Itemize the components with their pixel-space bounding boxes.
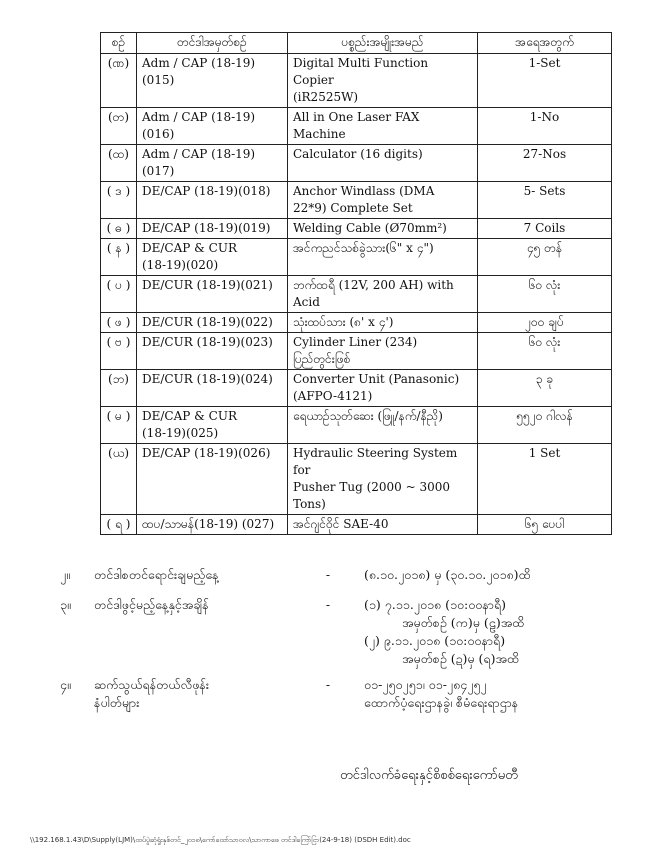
tender-no-cell-line: DE/CUR (18-19)(024) (142, 372, 273, 386)
note-dash: - (325, 677, 331, 692)
item-name-cell (288, 108, 478, 145)
tender-no-cell-line: DE/CUR (18-19)(022) (142, 315, 273, 329)
tender-no-cell (137, 276, 288, 313)
item-name-cell-line: Welding Cable (Ø70mm²) (293, 221, 447, 235)
table-row (101, 239, 612, 276)
tender-no-cell-line: (18-19)(020) (142, 258, 219, 272)
item-name-cell-line: 22*9) Complete Set (293, 201, 413, 215)
quantity-cell: 1-No (478, 108, 612, 145)
serial-cell: ( မ ) (101, 407, 137, 444)
item-name-cell (288, 276, 478, 313)
serial-cell: ( န ) (101, 239, 137, 276)
note-value-line: အမှတ်စဉ် (က)မှ (ဠ)အထိ (402, 615, 525, 630)
tender-no-cell (137, 54, 288, 108)
tender-no-cell (137, 313, 288, 333)
quantity-cell: 5- Sets (478, 182, 612, 219)
header-serial: စဉ် (101, 33, 137, 54)
tender-no-cell (137, 333, 288, 370)
serial-cell: ( ဗ ) (101, 333, 137, 370)
item-name-cell (288, 444, 478, 515)
item-name-cell-line: Machine (293, 127, 346, 141)
item-name-cell-line: (AFPO-4121) (293, 389, 373, 403)
tender-table (100, 32, 612, 535)
tender-no-cell (137, 370, 288, 407)
note-number: ၂။ (60, 567, 70, 582)
note-label: တင်ဒါဖွင့်မည့်နေ့နှင့်အချိန် (94, 597, 209, 612)
table-row (101, 333, 612, 370)
note-number: ၃။ (60, 597, 71, 612)
quantity-cell: 7 Coils (478, 219, 612, 239)
note-value-line: ၀၁-၂၅၀၂၅၁၊ ၀၁-၂၈၄၂၅၂ (364, 677, 487, 692)
quantity-cell: 1 Set (478, 444, 612, 515)
tender-no-cell-line: DE/CAP (18-19)(026) (142, 446, 271, 460)
item-name-cell-line: ရေယာဉ်သုတ်ဆေး (ဖြူ/နက်/နီညို) (293, 409, 443, 423)
item-name-cell (288, 370, 478, 407)
serial-cell: (ယ) (101, 444, 137, 515)
tender-no-cell (137, 219, 288, 239)
note-label (94, 676, 314, 712)
table-row (101, 407, 612, 444)
note-label-line: ဆက်သွယ်ရန်တယ်လီဖုန်း (94, 677, 209, 692)
note-value (364, 596, 654, 668)
tender-no-cell-line: (015) (142, 73, 175, 87)
item-name-cell (288, 239, 478, 276)
item-name-cell-line: Converter Unit (Panasonic) (293, 372, 460, 386)
table-row (101, 108, 612, 145)
tender-no-cell (137, 444, 288, 515)
quantity-cell: 1-Set (478, 54, 612, 108)
note-number: ၄။ (60, 677, 71, 692)
item-name-cell-line: အင်ကညင်သစ်ခွဲသား(၆" x ၄") (293, 241, 434, 255)
table-row (101, 444, 612, 515)
note-opening-dates (60, 596, 640, 676)
tender-no-cell (137, 515, 288, 535)
item-name-cell-line: All in One Laser FAX (293, 110, 420, 124)
serial-cell: ( ရ ) (101, 515, 137, 535)
note-dash: - (325, 567, 331, 582)
item-name-cell-line: Pusher Tug (2000 ~ 3000 Tons) (293, 480, 451, 511)
quantity-cell: 27-Nos (478, 145, 612, 182)
serial-cell: (ထ) (101, 145, 137, 182)
item-name-cell (288, 407, 478, 444)
item-name-cell (288, 333, 478, 370)
table-row (101, 182, 612, 219)
table-row (101, 515, 612, 535)
item-name-cell-line: (iR2525W) (293, 90, 359, 104)
item-name-cell-line: ဘက်ထရီ (12V, 200 AH) with (293, 278, 454, 292)
table-row (101, 313, 612, 333)
serial-cell: ( ဒ ) (101, 182, 137, 219)
note-value-line: ထောက်ပံ့ရေးဌာနခွဲ၊ စီမံရေးရာဌာန (364, 695, 519, 710)
item-name-cell-line: အင်ဂျင်ဝိုင် SAE-40 (293, 517, 389, 531)
committee-signature: တင်ဒါလက်ခံရေးနှင့်စိစစ်ရေးကော်မတီ (340, 768, 518, 783)
table-row (101, 370, 612, 407)
item-name-cell (288, 54, 478, 108)
quantity-cell: ၆၀ လုံး (478, 333, 612, 370)
item-name-cell-line: Calculator (16 digits) (293, 147, 423, 161)
serial-cell: ( ဖ ) (101, 313, 137, 333)
table-row (101, 219, 612, 239)
item-name-cell-line: Anchor Windlass (DMA (293, 184, 435, 198)
note-label-line: နံပါတ်များ (94, 695, 140, 710)
quantity-cell: ၄၅ တန် (478, 239, 612, 276)
item-name-cell (288, 219, 478, 239)
tender-no-cell (137, 108, 288, 145)
item-name-cell-line: Acid (293, 295, 320, 309)
quantity-cell: ၃ ခု (478, 370, 612, 407)
tender-no-cell-line: (18-19)(025) (142, 426, 219, 440)
tender-no-cell-line: (017) (142, 164, 175, 178)
header-item-name: ပစ္စည်းအမျိုးအမည် (288, 33, 478, 54)
serial-cell: (တ) (101, 108, 137, 145)
note-label: တင်ဒါစတင်ရောင်းချမည့်နေ့ (94, 567, 219, 582)
note-contact-phones (60, 676, 640, 716)
header-quantity: အရေအတွက် (478, 33, 612, 54)
tender-no-cell-line: DE/CAP & CUR (142, 241, 237, 255)
serial-cell: ( ပ ) (101, 276, 137, 313)
notes-section (60, 566, 640, 716)
tender-no-cell-line: Adm / CAP (18-19) (142, 147, 256, 161)
note-dash: - (325, 597, 331, 612)
serial-cell: ( ဓ ) (101, 219, 137, 239)
note-value-line: အမှတ်စဉ် (ဍ)မှ (ရ)အထိ (402, 651, 520, 666)
tender-no-cell (137, 182, 288, 219)
tender-no-cell-line: Adm / CAP (18-19) (142, 110, 256, 124)
header-tender-no: တင်ဒါအမှတ်စဉ် (137, 33, 288, 54)
tender-no-cell-line: DE/CAP (18-19)(018) (142, 184, 271, 198)
quantity-cell: ၂၀၀ ချပ် (478, 313, 612, 333)
item-name-cell (288, 145, 478, 182)
item-name-cell-line: Cylinder Liner (234) (293, 335, 418, 349)
note-value: (၈.၁၀.၂၀၁၈) မှ (၃၀.၁၀.၂၀၁၈)ထိ (364, 567, 531, 582)
table-row (101, 276, 612, 313)
note-value-line: (၂) ၉.၁၁.၂၀၁၈ (၁၀:၀၀နာရီ) (364, 633, 506, 648)
tender-no-cell-line: DE/CUR (18-19)(023) (142, 335, 273, 349)
quantity-cell: ၆၅ ပေပါ (478, 515, 612, 535)
tender-no-cell (137, 407, 288, 444)
note-sale-dates (60, 566, 640, 596)
tender-no-cell (137, 239, 288, 276)
quantity-cell: ၆၀ လုံး (478, 276, 612, 313)
tender-no-cell-line: DE/CUR (18-19)(021) (142, 278, 273, 292)
note-value (364, 676, 654, 712)
table-header-row (101, 33, 612, 54)
item-name-cell (288, 515, 478, 535)
table-row (101, 54, 612, 108)
serial-cell: (ဏ) (101, 54, 137, 108)
table-body (101, 54, 612, 535)
table-row (101, 145, 612, 182)
item-name-cell (288, 313, 478, 333)
tender-no-cell-line: Adm / CAP (18-19) (142, 56, 256, 70)
tender-no-cell-line: DE/CAP (18-19)(019) (142, 221, 271, 235)
item-name-cell-line: သုံးထပ်သား (၈' x ၄') (293, 315, 394, 329)
serial-cell: (ဘ) (101, 370, 137, 407)
item-name-cell-line: ပြည်တွင်းဖြစ် (293, 352, 351, 366)
tender-no-cell-line: DE/CAP & CUR (142, 409, 237, 423)
tender-no-cell (137, 145, 288, 182)
tender-no-cell-line: ထပ/သာမန်(18-19) (027) (142, 517, 275, 531)
tender-no-cell-line: (016) (142, 127, 175, 141)
note-value-line: (၁) ၇.၁၁.၂၀၁၈ (၁၀:၀၀နာရီ) (364, 597, 506, 612)
quantity-cell: ၅၅၂၀ ဂါလန် (478, 407, 612, 444)
item-name-cell (288, 182, 478, 219)
item-name-cell-line: Digital Multi Function Copier (293, 56, 429, 87)
item-name-cell-line: Hydraulic Steering System for (293, 446, 458, 477)
file-path-footer: \\192.168.1.43\D\Supply(LJM)\ထပ်ပွဲဆုံရှုံးနှစ်တင်_၂၀၁၈\ကော်ထော်သာဝလ\သာကာဖေ တင်ဒါကြော်ငြာ(24-9-18) (DSDH Edit).doc (30, 836, 411, 844)
